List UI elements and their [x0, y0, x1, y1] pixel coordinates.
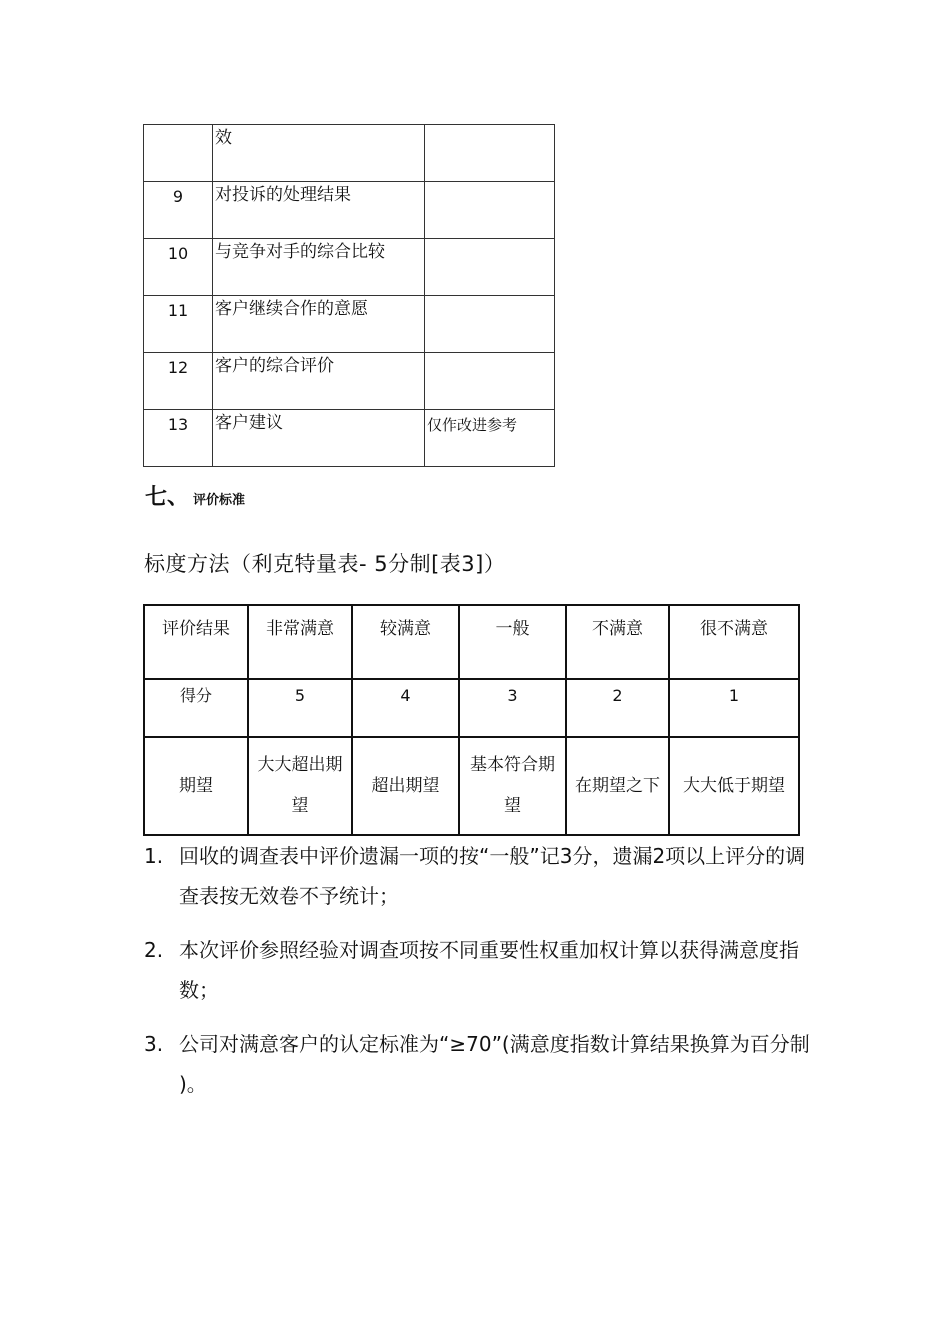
expect-cell — [248, 737, 352, 835]
section-heading — [145, 480, 245, 511]
header-cell: 不满意 — [566, 605, 669, 679]
table-row — [144, 605, 799, 679]
expect-cell: 在期望之下 — [566, 737, 669, 835]
header-cell: 评价结果 — [144, 605, 248, 679]
expect-text-line: 望 — [291, 796, 309, 816]
item-name: 效 — [213, 125, 425, 182]
list-text: 公司对满意客户的认定标准为“≥70”(满意度指数计算结果换算为百分制 )。 — [179, 1032, 810, 1096]
list-index: 2. — [144, 938, 164, 962]
table-row — [144, 296, 555, 353]
item-name: 对投诉的处理结果 — [213, 182, 425, 239]
item-note — [425, 239, 555, 296]
expect-cell: 超出期望 — [352, 737, 459, 835]
item-name: 与竞争对手的综合比较 — [213, 239, 425, 296]
notes-list — [144, 836, 814, 1118]
table-row — [144, 410, 555, 467]
list-text: 回收的调查表中评价遗漏一项的按“一般”记3分，遗漏2项以上评分的调查表按无效卷不予统计； — [179, 844, 806, 908]
score-cell: 1 — [669, 679, 799, 737]
section-title: 评价标准 — [193, 493, 246, 508]
score-cell: 2 — [566, 679, 669, 737]
table-row — [144, 737, 799, 835]
list-item — [144, 836, 814, 916]
section-number: 七、 — [145, 485, 190, 510]
header-cell: 较满意 — [352, 605, 459, 679]
item-name: 客户继续合作的意愿 — [213, 296, 425, 353]
table-row — [144, 125, 555, 182]
score-cell: 3 — [459, 679, 566, 737]
list-text: 本次评价参照经验对调查项按不同重要性权重加权计算以获得满意度指数； — [179, 938, 799, 1002]
list-item — [144, 1024, 814, 1104]
item-number — [144, 125, 213, 182]
list-index: 3. — [144, 1032, 164, 1056]
item-number: 9 — [144, 182, 213, 239]
item-note — [425, 353, 555, 410]
score-cell: 4 — [352, 679, 459, 737]
header-cell: 很不满意 — [669, 605, 799, 679]
expect-text-line: 基本符合期 — [470, 755, 555, 775]
item-number: 10 — [144, 239, 213, 296]
item-note — [425, 296, 555, 353]
item-name: 客户建议 — [213, 410, 425, 467]
method-title: 标度方法（利克特量表- 5分制[表3]） — [144, 552, 506, 576]
list-index: 1. — [144, 844, 164, 868]
table-row — [144, 239, 555, 296]
expect-text-line: 大大超出期 — [257, 755, 343, 775]
table-row — [144, 353, 555, 410]
item-name: 客户的综合评价 — [213, 353, 425, 410]
expect-cell: 大大低于期望 — [669, 737, 799, 835]
score-cell: 5 — [248, 679, 352, 737]
table-row — [144, 182, 555, 239]
header-cell: 一般 — [459, 605, 566, 679]
rating-scale-table — [143, 604, 800, 836]
item-note — [425, 125, 555, 182]
expect-text-line: 望 — [504, 796, 521, 816]
item-number: 12 — [144, 353, 213, 410]
expect-cell — [459, 737, 566, 835]
table-row — [144, 679, 799, 737]
survey-items-table — [143, 124, 555, 467]
expect-label: 期望 — [144, 737, 248, 835]
header-cell: 非常满意 — [248, 605, 352, 679]
item-number: 13 — [144, 410, 213, 467]
list-item — [144, 930, 814, 1010]
item-note — [425, 182, 555, 239]
item-note: 仅作改进参考 — [425, 410, 555, 467]
score-label: 得分 — [144, 679, 248, 737]
item-number: 11 — [144, 296, 213, 353]
